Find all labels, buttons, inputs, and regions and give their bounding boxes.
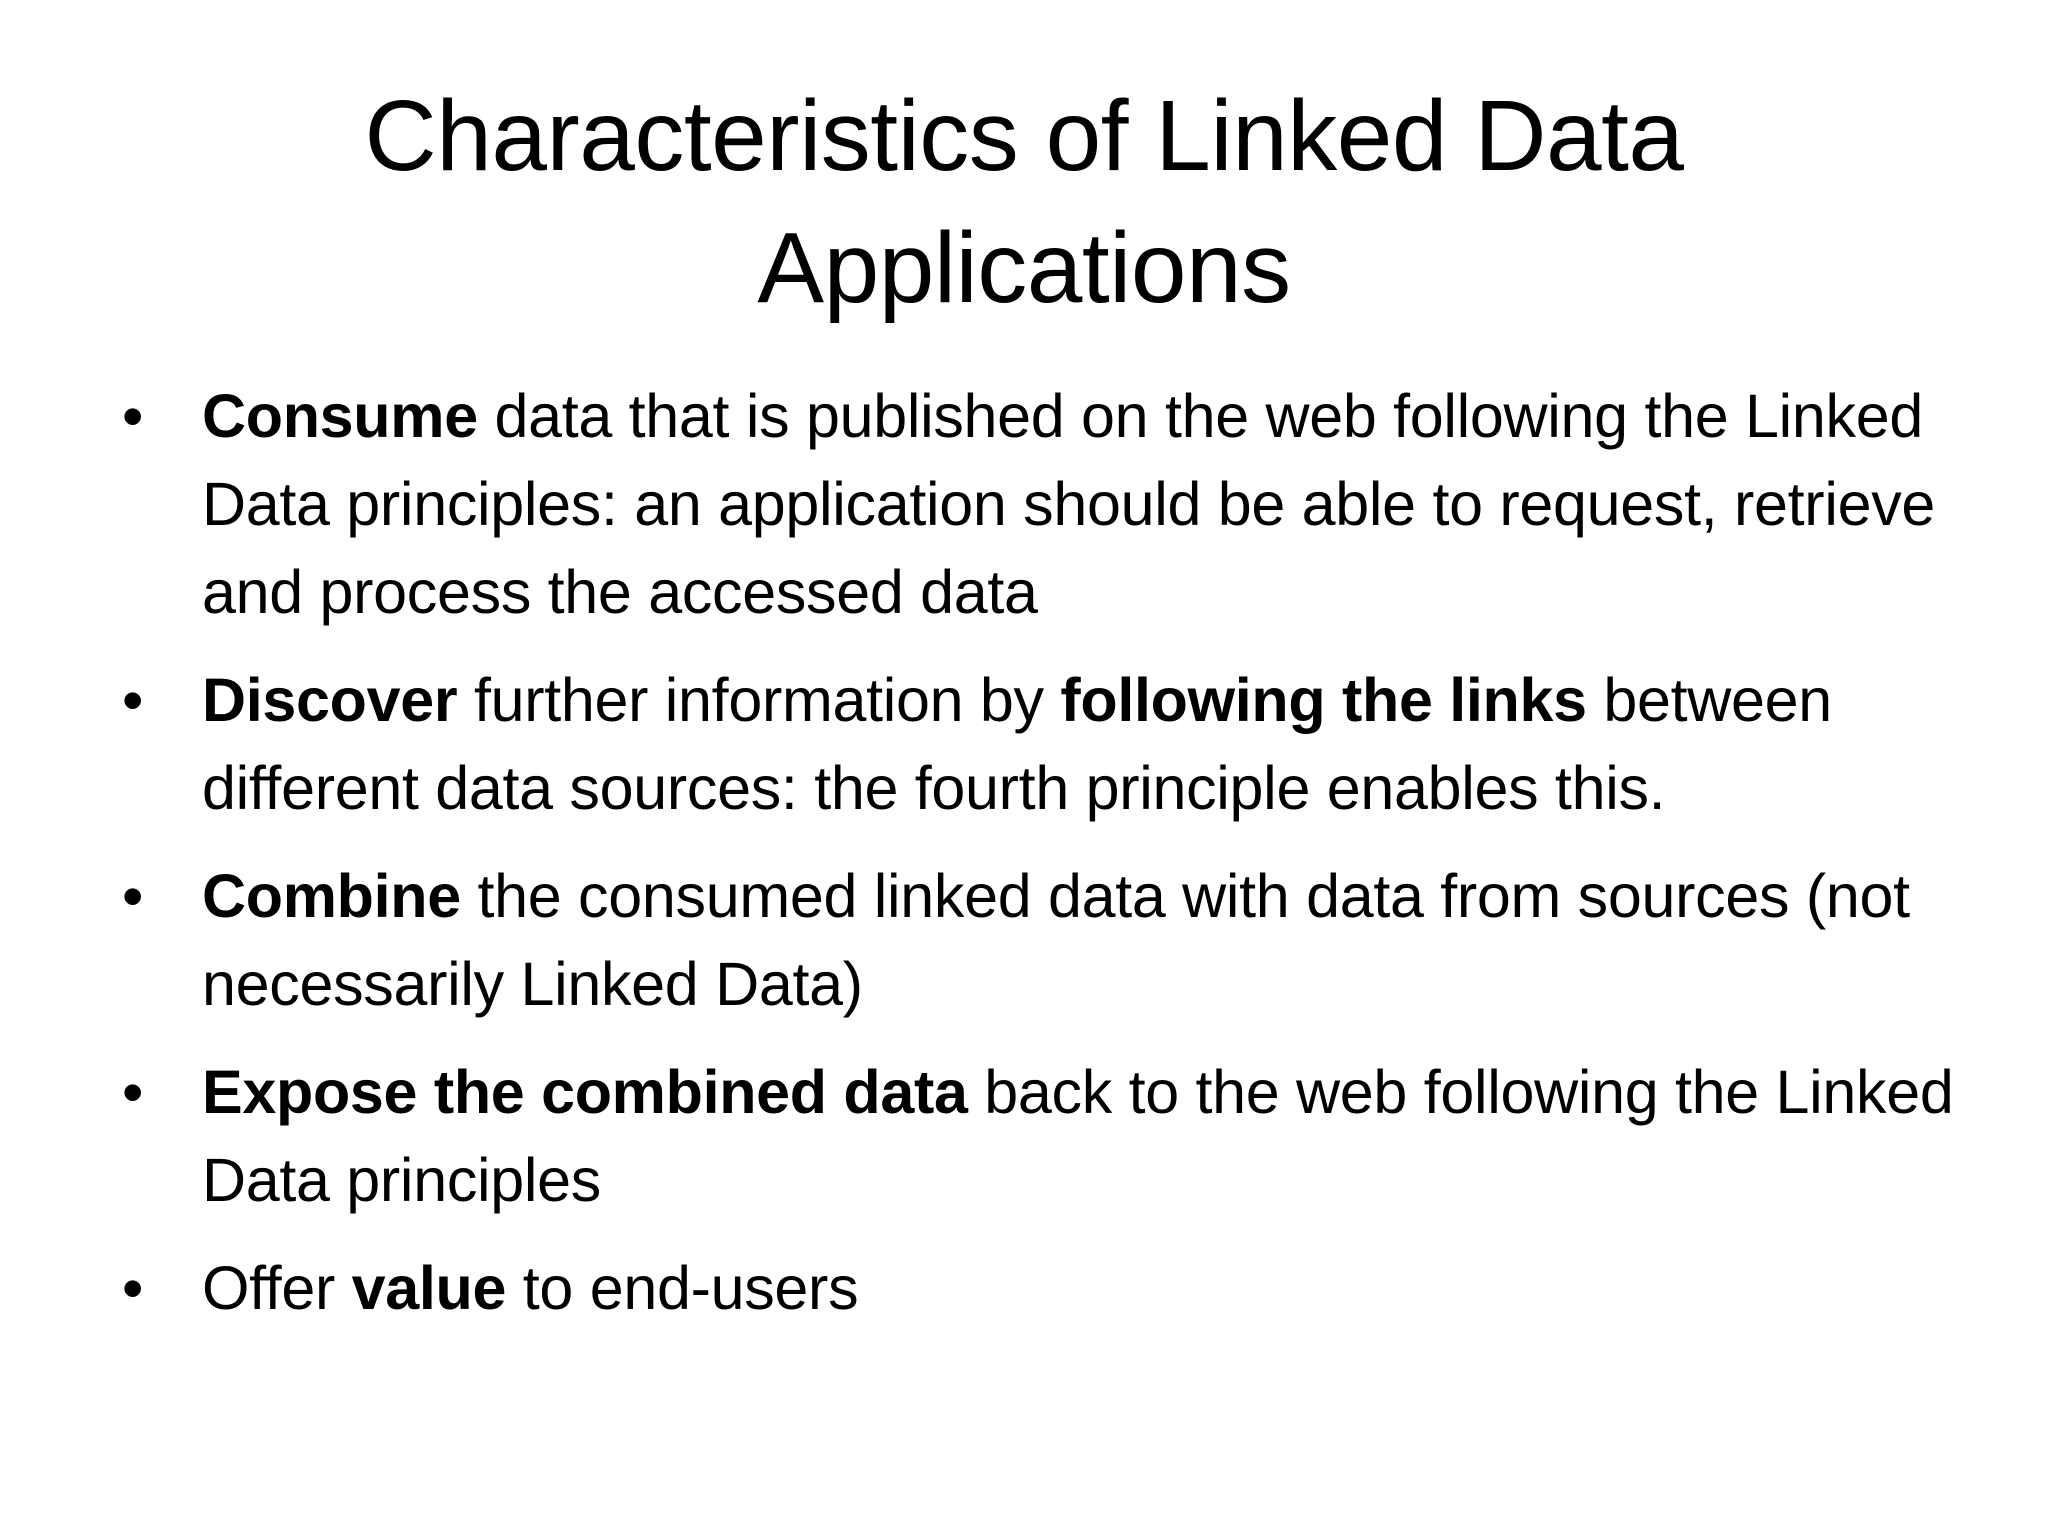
bullet-body: the consumed linked data with data from sources (not necessarily Linked Data) (202, 862, 1910, 1018)
bullet-text (202, 1058, 1954, 1214)
slide-title (120, 70, 1928, 334)
bullet-marker: • (122, 862, 144, 930)
bullet-marker: • (122, 1254, 144, 1322)
bullet-marker: • (122, 666, 144, 734)
bullet-keyword: Combine (202, 862, 461, 930)
bullet-item-discover (0, 656, 2048, 832)
bullet-marker: • (122, 1058, 144, 1126)
bullet-keyword: following the links (1060, 666, 1587, 734)
bullet-body: between different data sources: the fourth principle enables this. (202, 666, 1832, 822)
slide-title-line-1: Characteristics of Linked Data (364, 80, 1684, 192)
bullet-item-offer-value (0, 1244, 2048, 1332)
bullet-text (202, 382, 1935, 626)
bullet-item-combine (0, 852, 2048, 1028)
bullet-marker: • (122, 382, 144, 450)
bullet-body: to end-users (506, 1254, 859, 1322)
bullet-keyword: Consume (202, 382, 478, 450)
bullet-body: Offer (202, 1254, 352, 1322)
bullet-keyword: value (351, 1254, 507, 1322)
bullet-item-expose (0, 1048, 2048, 1224)
bullet-body: data that is published on the web following the Linked Data principles: an application should be able to request, retrieve and process the accessed data (202, 382, 1936, 626)
slide-title-line-2: Applications (757, 212, 1291, 324)
bullet-body: back to the web following the Linked Data principles (202, 1058, 1954, 1214)
bullet-text (202, 1254, 858, 1322)
bullet-item-consume (0, 372, 2048, 636)
bullet-keyword: Discover (202, 666, 458, 734)
bullet-text (202, 666, 1832, 822)
bullet-keyword: Expose the combined data (202, 1058, 968, 1126)
bullet-text (202, 862, 1910, 1018)
bullet-list (0, 372, 2048, 1352)
bullet-body: further information by (457, 666, 1061, 734)
